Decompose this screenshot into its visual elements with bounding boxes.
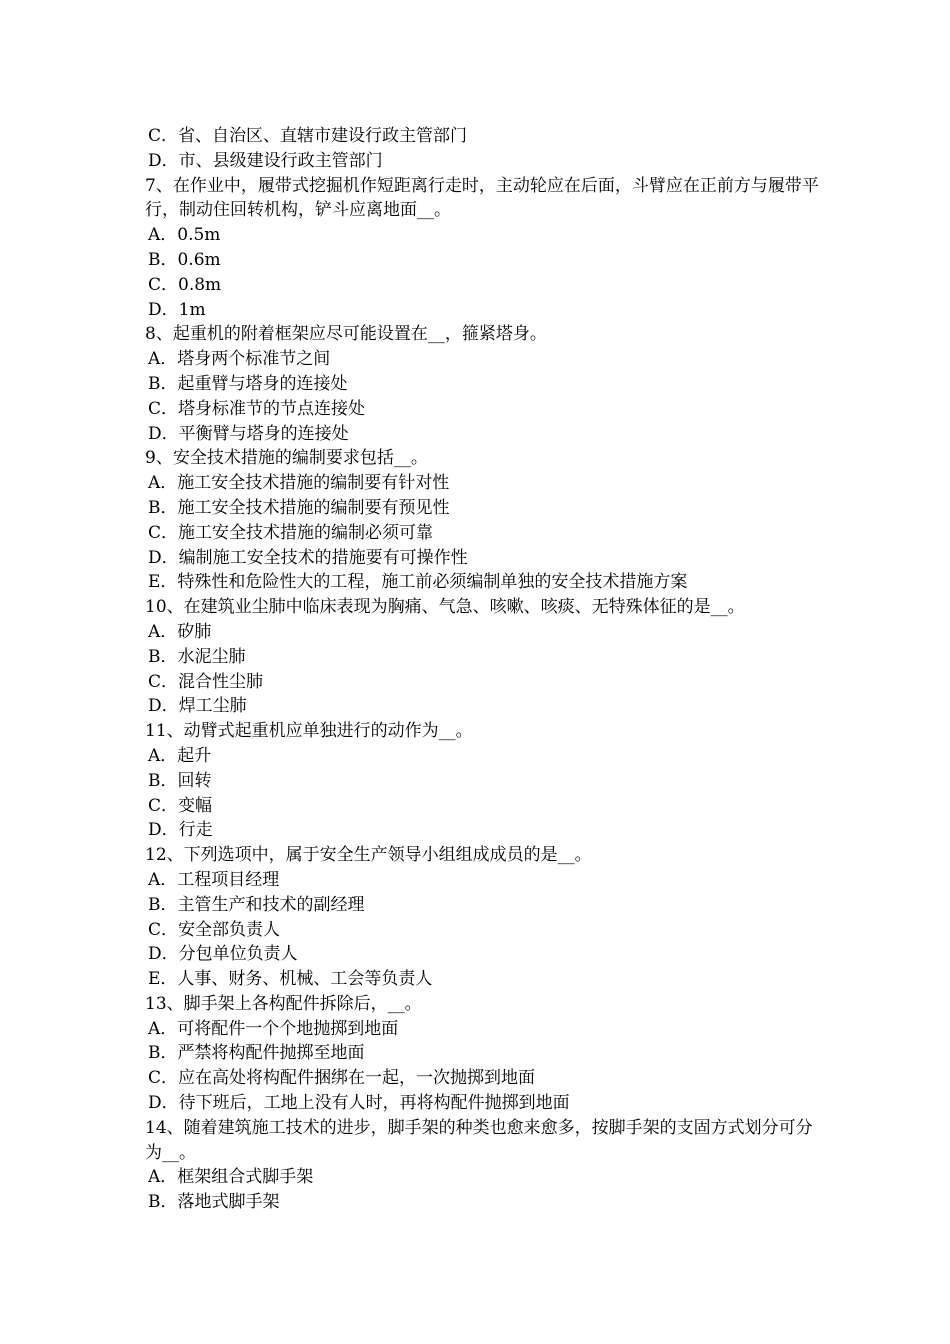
option-line: D．1m xyxy=(148,299,206,320)
option-line: A．施工安全技术措施的编制要有针对性 xyxy=(148,473,450,494)
question-line: 10、在建筑业尘肺中临床表现为胸痛、气急、咳嗽、咳痰、无特殊体征的是__。 xyxy=(145,597,745,618)
option-line: D．分包单位负责人 xyxy=(148,944,298,965)
option-line: D．行走 xyxy=(148,820,213,841)
option-line: C．0.8m xyxy=(148,274,222,295)
question-line: 12、下列选项中，属于安全生产领导小组组成成员的是__。 xyxy=(145,845,592,866)
question-line: 13、脚手架上各构配件拆除后，__。 xyxy=(145,993,422,1014)
option-line: D．待下班后，工地上没有人时，再将构配件抛掷到地面 xyxy=(148,1093,570,1114)
option-line: A．塔身两个标准节之间 xyxy=(148,349,331,370)
option-line: C．安全部负责人 xyxy=(148,919,281,940)
option-line: C．施工安全技术措施的编制必须可靠 xyxy=(148,522,434,543)
option-line: C．塔身标准节的节点连接处 xyxy=(148,398,366,419)
option-line: A．工程项目经理 xyxy=(148,869,280,890)
option-line: A．可将配件一个个地抛掷到地面 xyxy=(148,1018,399,1039)
option-line: D．编制施工安全技术的措施要有可操作性 xyxy=(148,547,468,568)
option-line: B．落地式脚手架 xyxy=(148,1192,280,1213)
option-line: C．省、自治区、直辖市建设行政主管部门 xyxy=(148,126,468,146)
option-line: B．主管生产和技术的副经理 xyxy=(148,894,365,915)
option-line: C．变幅 xyxy=(148,795,213,816)
option-line: B．水泥尘肺 xyxy=(148,646,246,667)
document-body xyxy=(145,124,825,1215)
option-line: E．特殊性和危险性大的工程，施工前必须编制单独的安全技术措施方案 xyxy=(148,572,688,593)
option-line: A．起升 xyxy=(148,745,212,766)
option-line: A．矽肺 xyxy=(148,621,212,642)
option-line: B．回转 xyxy=(148,770,212,791)
option-line: D．焊工尘肺 xyxy=(148,696,247,717)
option-line: A．框架组合式脚手架 xyxy=(148,1167,314,1188)
option-line: C．应在高处将构配件捆绑在一起，一次抛掷到地面 xyxy=(148,1068,536,1089)
option-line: D．平衡臂与塔身的连接处 xyxy=(148,423,349,444)
option-line: B．严禁将构配件抛掷至地面 xyxy=(148,1043,365,1064)
question-line: 14、随着建筑施工技术的进步，脚手架的种类也愈来愈多，按脚手架的支固方式划分可分为__。 xyxy=(145,1117,813,1163)
question-line: 8、起重机的附着框架应尽可能设置在__，箍紧塔身。 xyxy=(145,324,547,345)
option-line: B．0.6m xyxy=(148,249,221,270)
question-line: 11、动臂式起重机应单独进行的动作为__。 xyxy=(145,721,473,742)
option-line: B．起重臂与塔身的连接处 xyxy=(148,373,348,394)
option-line: A．0.5m xyxy=(148,225,221,246)
option-line: C．混合性尘肺 xyxy=(148,671,264,692)
question-line: 9、安全技术措施的编制要求包括__。 xyxy=(145,448,428,469)
option-line: E．人事、财务、机械、工会等负责人 xyxy=(148,969,433,990)
option-line: D．市、县级建设行政主管部门 xyxy=(148,150,383,171)
option-line: B．施工安全技术措施的编制要有预见性 xyxy=(148,497,450,518)
question-line: 7、在作业中，履带式挖掘机作短距离行走时，主动轮应在后面，斗臂应在正前方与履带平行，制动住回转机构，铲斗应离地面__。 xyxy=(145,175,819,221)
